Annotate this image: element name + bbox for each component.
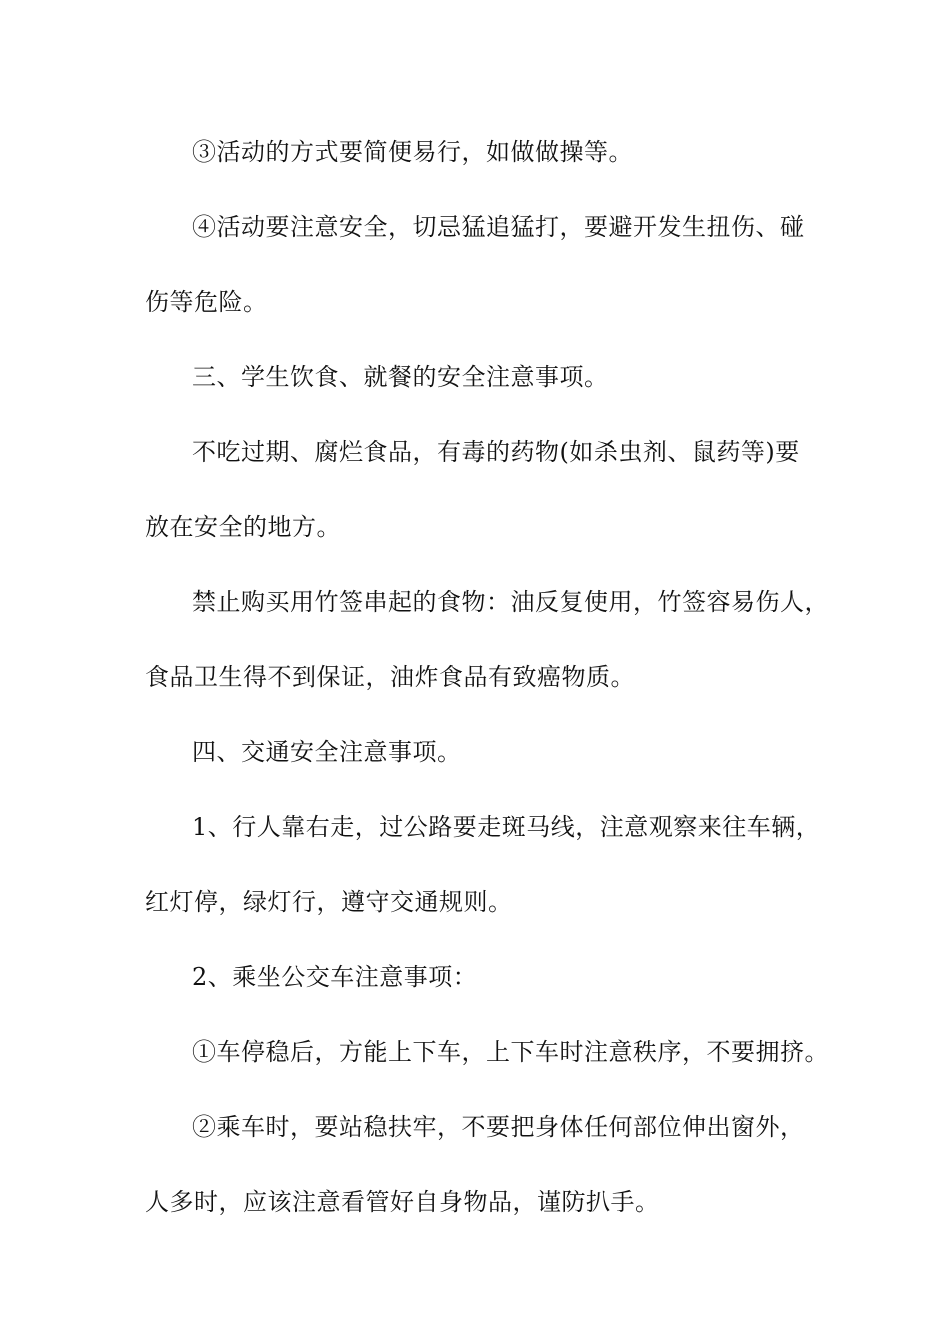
paragraph-line: ④活动要注意安全，切忌猛追猛打，要避开发生扭伤、碰	[192, 213, 805, 241]
paragraph-line: 2、乘坐公交车注意事项：	[192, 963, 478, 991]
paragraph-line: 伤等危险。	[145, 288, 268, 316]
paragraph-line: ③活动的方式要简便易行，如做做操等。	[192, 138, 633, 166]
paragraph-line: 红灯停，绿灯行，遵守交通规则。	[145, 888, 513, 916]
paragraph-line: ①车停稳后，方能上下车，上下车时注意秩序，不要拥挤。	[192, 1038, 829, 1066]
paragraph-line: 人多时，应该注意看管好自身物品，谨防扒手。	[145, 1188, 660, 1216]
paragraph-line: ②乘车时，要站稳扶牢，不要把身体任何部位伸出窗外，	[192, 1113, 805, 1141]
paragraph-line: 1、行人靠右走，过公路要走斑马线，注意观察来往车辆，	[192, 813, 821, 841]
paragraph-line: 食品卫生得不到保证，油炸食品有致癌物质。	[145, 663, 635, 691]
paragraph-line: 禁止购买用竹签串起的食物：油反复使用，竹签容易伤人，	[192, 588, 829, 616]
paragraph-line: 不吃过期、腐烂食品，有毒的药物(如杀虫剂、鼠药等)要	[192, 438, 800, 466]
section-heading: 三、学生饮食、就餐的安全注意事项。	[192, 363, 609, 391]
paragraph-line: 放在安全的地方。	[145, 513, 341, 541]
section-heading: 四、交通安全注意事项。	[192, 738, 462, 766]
